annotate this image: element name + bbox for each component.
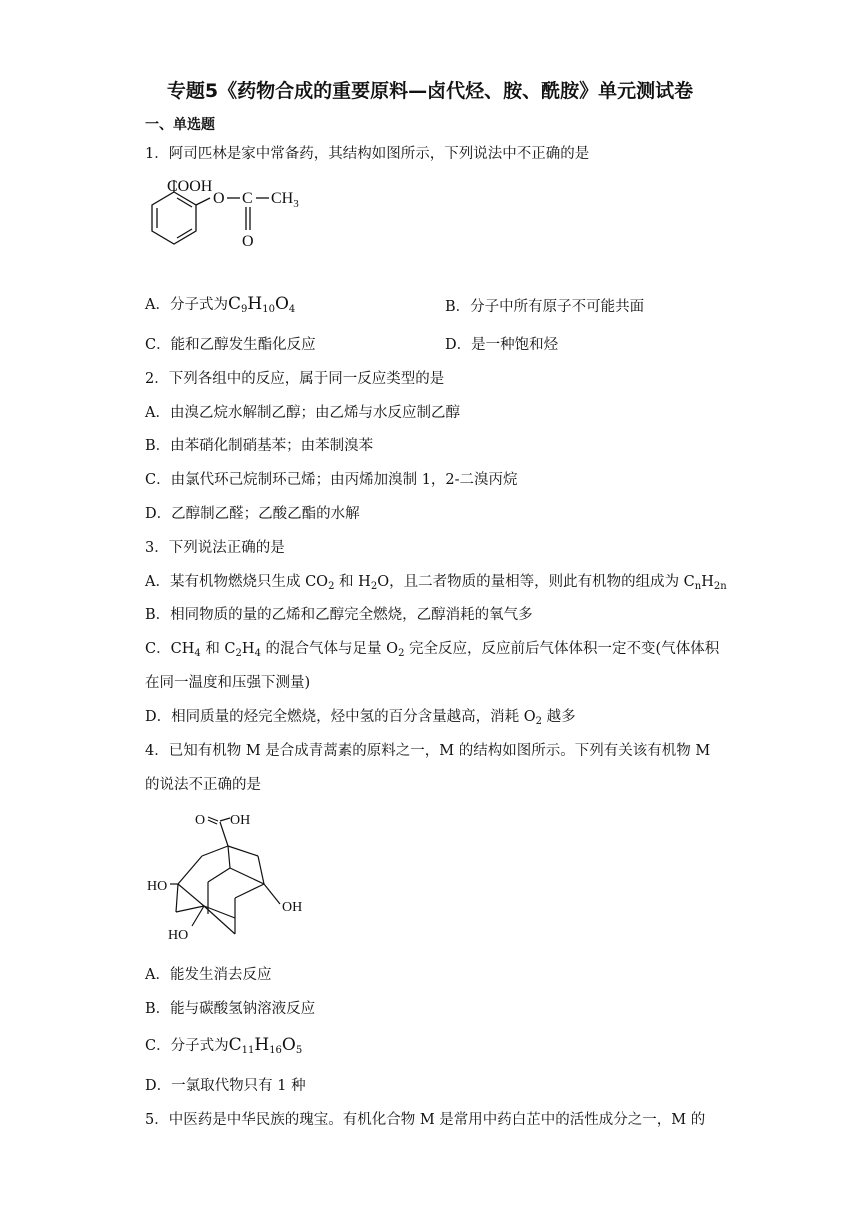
q1-stem: 1．阿司匹林是家中常备药，其结构如图所示，下列说法中不正确的是: [145, 146, 590, 162]
page-title: 专题5《药物合成的重要原料—卤代烃、胺、酰胺》单元测试卷: [166, 80, 694, 102]
q4-option-c: C．分子式为$C_{11}H_{16}O_5$: [145, 1035, 303, 1056]
section-heading: 一、单选题: [145, 117, 215, 133]
q3-option-b: B．相同物质的量的乙烯和乙醇完全燃烧，乙醇消耗的氧气多: [145, 607, 533, 623]
q2-option-a: A．由溴乙烷水解制乙醇；由乙烯与水反应制乙醇: [145, 405, 460, 421]
q3-stem: 3．下列说法正确的是: [145, 540, 285, 556]
q1-option-c: C．能和乙醇发生酯化反应: [145, 337, 316, 353]
q2-option-b: B．由苯硝化制硝基苯；由苯制溴苯: [145, 438, 374, 454]
adamantane-structure: [140, 806, 320, 946]
q4-option-b: B．能与碳酸氢钠溶液反应: [145, 1001, 316, 1017]
carboxyl-o-label: O: [195, 813, 206, 828]
q4-option-d: D．一氯取代物只有 1 种: [145, 1078, 306, 1094]
carbonyl-c-label: C: [242, 190, 253, 207]
q2-stem: 2．下列各组中的反应，属于同一反应类型的是: [145, 371, 445, 387]
right-hydroxyl-label: OH: [282, 900, 303, 915]
q4-stem-continued: 的说法不正确的是: [145, 777, 261, 793]
q1-option-a: A．分子式为$C_9H_{10}O_4$: [145, 294, 296, 315]
q1-option-b: B．分子中所有原子不可能共面: [445, 299, 645, 315]
q2-option-c: C．由氯代环己烷制环己烯；由丙烯加溴制 1，2-二溴丙烷: [145, 472, 518, 488]
ch3-label: $CH_3$: [271, 190, 299, 210]
q3-option-a: A．某有机物燃烧只生成 $CO_2$ 和 $H_2O$，且二者物质的量相等，则此有机物的组成为 $C_nH_{2n}$: [145, 574, 727, 592]
q1-option-d: D．是一种饱和烃: [445, 337, 559, 353]
bottom-hydroxyl-label: HO: [168, 928, 189, 943]
carbonyl-o-label: O: [242, 233, 254, 250]
q3-option-d: D．相同质量的烃完全燃烧，烃中氢的百分含量越高，消耗 $O_2$ 越多: [145, 709, 576, 727]
q3-option-c-continued: 在同一温度和压强下测量): [145, 675, 311, 691]
q5-stem: 5．中医药是中华民族的瑰宝。有机化合物 M 是常用中药白芷中的活性成分之一，M 的: [145, 1112, 706, 1128]
carboxyl-oh-label: OH: [230, 813, 251, 828]
cooh-label: COOH: [167, 178, 213, 195]
q4-stem: 4．已知有机物 M 是合成青蒿素的原料之一，M 的结构如图所示。下列有关该有机物 M: [145, 743, 711, 759]
q3-option-c: C．$CH_4$ 和 $C_2H_4$ 的混合气体与足量 $O_2$ 完全反应，反应前后气体体积一定不变(气体体积: [145, 641, 720, 659]
left-hydroxyl-label: HO: [147, 879, 168, 894]
q4-option-a: A．能发生消去反应: [145, 967, 272, 983]
q2-option-d: D．乙醇制乙醛；乙酸乙酯的水解: [145, 506, 360, 522]
aspirin-structure: [140, 170, 320, 270]
ester-o-label: O: [213, 190, 225, 207]
